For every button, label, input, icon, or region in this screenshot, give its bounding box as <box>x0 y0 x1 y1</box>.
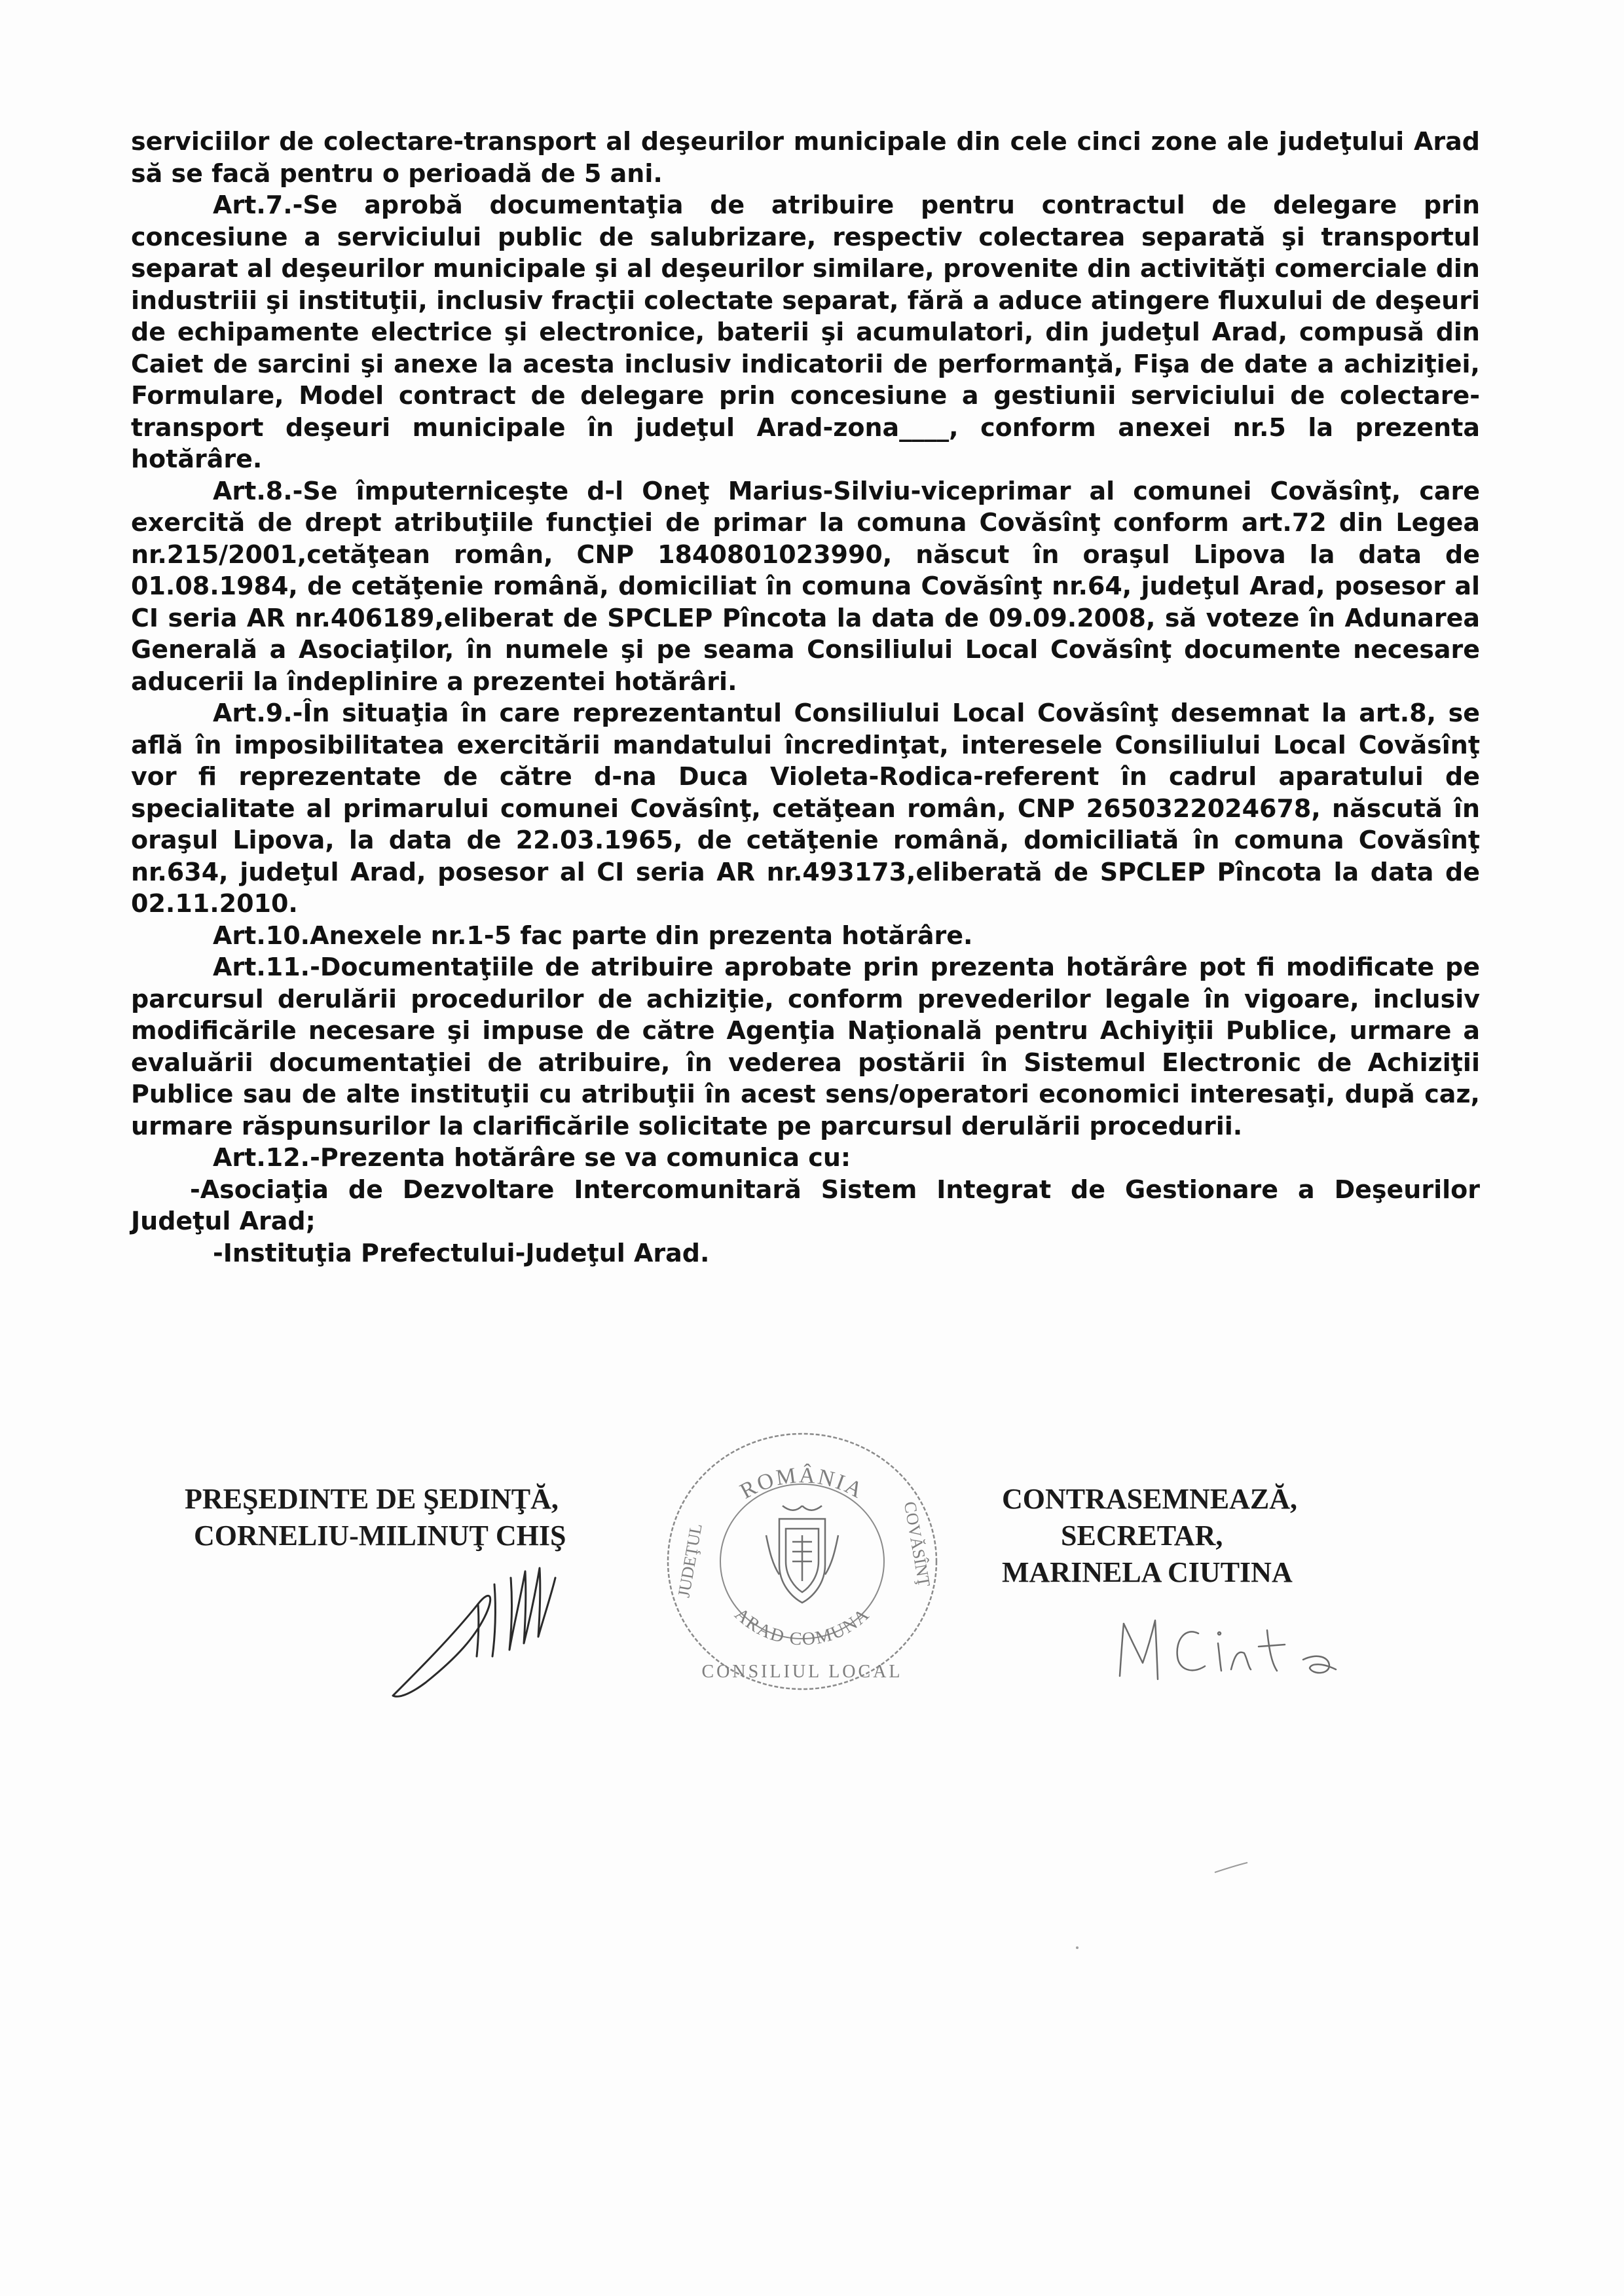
stamp-top-text: ROMÂNIA <box>736 1463 868 1504</box>
president-handwritten-signature <box>380 1558 589 1709</box>
official-stamp <box>655 1421 950 1696</box>
romanian-coat-of-arms-icon <box>766 1506 838 1603</box>
paragraph-art8: Art.8.-Se împuterniceşte d-l Oneţ Marius-Silviu-viceprimar al comunei Covăsînţ, care exercită de drept atribuţiile funcţiei de primar la comuna Covăsînţ conform art.72 din Legea nr.215/2001,cetăţean român, CNP 1840801023990, născut în oraşul Lipova la data de 01.08.1984, de cetăţenie română, domiciliat în comuna Covăsînţ nr.64, judeţul Arad, posesor al CI seria AR nr.406189,eliberat de SPCLEP Pîncota la data de 09.09.2008, să voteze în Adunarea Generală a Asociaţilor, în numele şi pe seama Consiliului Local Covăsînţ documente necesare aducerii la îndeplinire a prezentei hotărâri. <box>131 476 1480 696</box>
countersign-label: CONTRASEMNEAZĂ, <box>1002 1483 1298 1515</box>
paragraph-continuation: serviciilor de colectare-transport al deşeurilor municipale din cele cinci zone ale judeţului Arad să se facă pentru o perioadă de 5 ani. <box>131 127 1480 188</box>
scan-speck <box>1074 1944 1080 1951</box>
stamp-left-text: JUDEŢUL <box>674 1522 706 1599</box>
scan-speck <box>1211 1859 1251 1879</box>
president-name: CORNELIU-MILINUŢ CHIŞ <box>194 1520 566 1552</box>
stamp-bottom-text-2: CONSILIUL LOCAL <box>701 1662 903 1682</box>
paragraph-art7: Art.7.-Se aprobă documentaţia de atribuire pentru contractul de delegare prin concesiune a serviciului public de salubrizare, respectiv colectarea separată şi transportul separat al deşeurilor municipale şi al deşeurilor similare, provenite din activităţi comerciale din industriii şi instituţii, inclusiv fracţii colectate separat, fără a aduce atingere fluxului de deşeuri de echipamente electrice şi electronice, baterii şi acumulatori, din judeţul Arad, compusă din Caiet de sarcini şi anexe la acesta inclusiv indicatorii de performanţă, Fişa de date a achiziţiei, Formulare, Model contract de delegare prin concesiune a gestiunii serviciului de colectare-transport deşeuri municipale în judeţul Arad-zona____, conform anexei nr.5 la prezenta hotărâre. <box>131 191 1480 473</box>
paragraph-art12: Art.12.-Prezenta hotărâre se va comunica cu: <box>213 1143 851 1172</box>
stamp-right-text: COVĂSÎNŢ <box>900 1500 934 1588</box>
president-signature-block <box>185 1481 566 1554</box>
document-body <box>131 126 1480 1269</box>
secretary-title: SECRETAR, <box>1061 1520 1223 1552</box>
paragraph-art9: Art.9.-În situaţia în care reprezentantul Consiliului Local Covăsînţ desemnat la art.8, se află în imposibilitatea exercitării mandatului încredinţat, interesele Consiliului Local Covăsînţ vor fi reprezentate de către d-na Duca Violeta-Rodica-referent în cadrul aparatului de specialitate al primarului comunei Covăsînţ, cetăţean român, CNP 2650322024678, născută în oraşul Lipova, la data de 22.03.1965, de cetăţenie română, domiciliată în comuna Covăsînţ nr.634, judeţul Arad, posesor al CI seria AR nr.493173,eliberată de SPCLEP Pîncota la data de 02.11.2010. <box>131 699 1480 918</box>
secretary-handwritten-signature <box>1113 1597 1362 1696</box>
president-role: PREŞEDINTE DE ŞEDINŢĂ, <box>185 1483 559 1515</box>
stamp-bottom-text: ARAD COMUNA <box>730 1604 874 1650</box>
svg-text:ROMÂNIA <box>736 1463 868 1504</box>
paragraph-art10: Art.10.Anexele nr.1-5 fac parte din prezenta hotărâre. <box>213 920 973 950</box>
recipient-item-1: -Asociaţia de Dezvoltare Intercomunitară Sistem Integrat de Gestionare a Deşeurilor Judeţul Arad; <box>131 1175 1480 1235</box>
paragraph-art11: Art.11.-Documentaţiile de atribuire aprobate prin prezenta hotărâre pot fi modificate pe parcursul derulării procedurilor de achiziţie, conform prevederilor legale în vigoare, inclusiv modificările necesare şi impuse de către Agenţia Naţională pentru Achiyiţii Publice, urmare a evaluării documentaţiei de atribuire, în vederea postării în Sistemul Electronic de Achiziţii Publice sau de alte instituţii cu atribuţii în acest sens/operatori economici interesaţi, după caz, urmare răspunsurilor la clarificările solicitate pe parcursul derulării procedurii. <box>131 953 1480 1140</box>
svg-text:ARAD COMUNA <box>731 1604 874 1649</box>
secretary-signature-block <box>1002 1481 1297 1591</box>
recipient-item-2: -Instituţia Prefectului-Judeţul Arad. <box>213 1238 710 1267</box>
secretary-name: MARINELA CIUTINA <box>1002 1556 1293 1588</box>
